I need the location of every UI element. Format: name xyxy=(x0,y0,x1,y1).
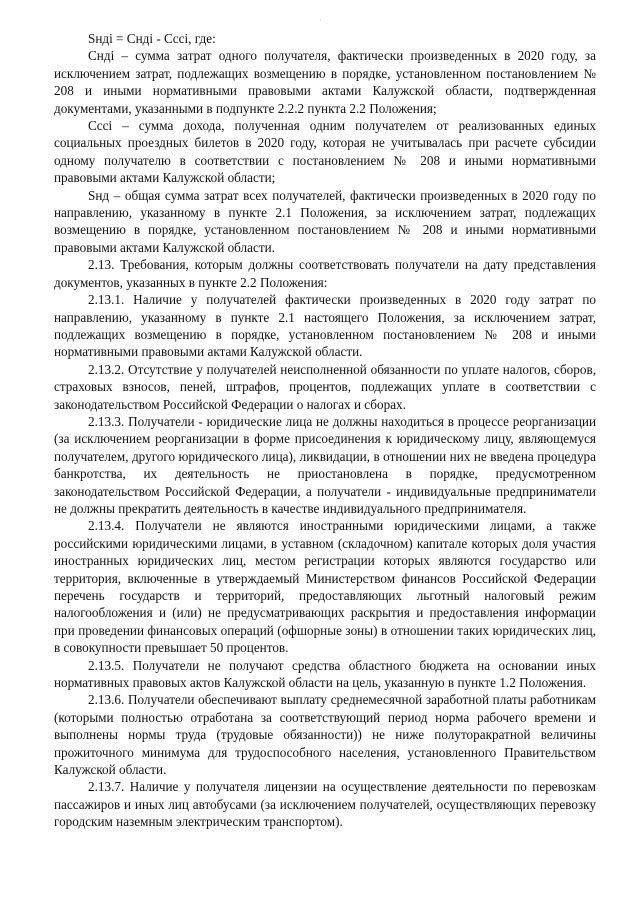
clause-2-13: 2.13. Требования, которым должны соответствовать получатели на дату представления документов, указанных в пункте 2.2 Положения: xyxy=(54,257,596,290)
clause-2-13-6: 2.13.6. Получатели обеспечивают выплату среднемесячной заработной платы работникам (которыми полностью отработана за соответствующий период норма рабочего времени и выполнены нормы труда (трудовые обязанности)) не ниже полуторакратной величины прожиточного минимума для трудоспособного населения, установленного Правительством Калужской области. xyxy=(54,692,596,778)
definition-sssi: Cссі – сумма дохода, полученная одним получателем от реализованных единых социальных проездных билетов в 2020 году, которая не учитывалась при расчете субсидии одному получателю в соответствии с постановлением № 208 и иными нормативными правовыми актами Калужской области; xyxy=(54,118,596,186)
clause-2-13-7: 2.13.7. Наличие у получателя лицензии на осуществление деятельности по перевозкам пассажиров и иных лиц автобусами (за исключением получателей, осуществляющих перевозку городским наземным электрическим транспортом). xyxy=(54,779,596,830)
clause-2-13-3: 2.13.3. Получатели - юридические лица не должны находиться в процессе реорганизации (за исключением реорганизации в форме присоединения к юридическому лицу, являющемуся получателем, другого юридического лица), ликвидации, в отношении них не введена процедура банкротства, их деятельность не приостановлена в порядке, предусмотренном законодательством Российской Федерации, а получатели - индивидуальные предприниматели не должны прекратить деятельность в качестве индивидуального предпринимателя. xyxy=(54,413,596,516)
formula-line: Sнді = Снді - Cссі, где: xyxy=(88,31,216,46)
clause-2-13-1: 2.13.1. Наличие у получателей фактически произведенных в 2020 году затрат по направлению, указанному в пункте 2.1 настоящего Положения, за исключением затрат, подлежащих возмещению в порядке, установленном постановлением № 208 и иными нормативными правовыми актами Калужской области. xyxy=(54,292,596,360)
clause-2-13-4: 2.13.4. Получатели не являются иностранными юридическими лицами, а также российскими юридическими лицами, в уставном (складочном) капитале которых доля участия иностранных юридических лиц, местом регистрации которых являются государство или территория, включенные в утверждаемый Министерством финансов Российской Федерации перечень государств и территорий, предоставляющих льготный налоговый режим налогообложения и (или) не предусматривающих раскрытия и предоставления информации при проведении финансовых операций (офшорные зоны) в отношении таких юридических лиц, в совокупности превышает 50 процентов. xyxy=(54,518,596,656)
definition-snd: Sнд – общая сумма затрат всех получателей, фактически произведенных в 2020 году по направлению, указанному в пункте 2.1 Положения, за исключением затрат, подлежащих возмещению в порядке, установленном постановлением № 208 и иными нормативными правовыми актами Калужской области. xyxy=(54,187,596,255)
definition-sndi: Снді – сумма затрат одного получателя, фактически произведенных в 2020 году, за исключением затрат, подлежащих возмещению в порядке, установленном постановлением № 208 и иными нормативными правовыми актами Калужской области, подтвержденная документами, указанными в подпункте 2.2.2 пункта 2.2 Положения; xyxy=(54,48,596,116)
clause-2-13-2: 2.13.2. Отсутствие у получателей неисполненной обязанности по уплате налогов, сборов, страховых взносов, пеней, штрафов, процентов, подлежащих уплате в соответствии с законодательством Российской Федерации о налогах и сборах. xyxy=(54,361,596,412)
page-marker: . xyxy=(320,16,322,22)
clause-2-13-5: 2.13.5. Получатели не получают средства областного бюджета на основании иных нормативных правовых актов Калужской области на цель, указанную в пункте 1.2 Положения. xyxy=(54,657,596,691)
